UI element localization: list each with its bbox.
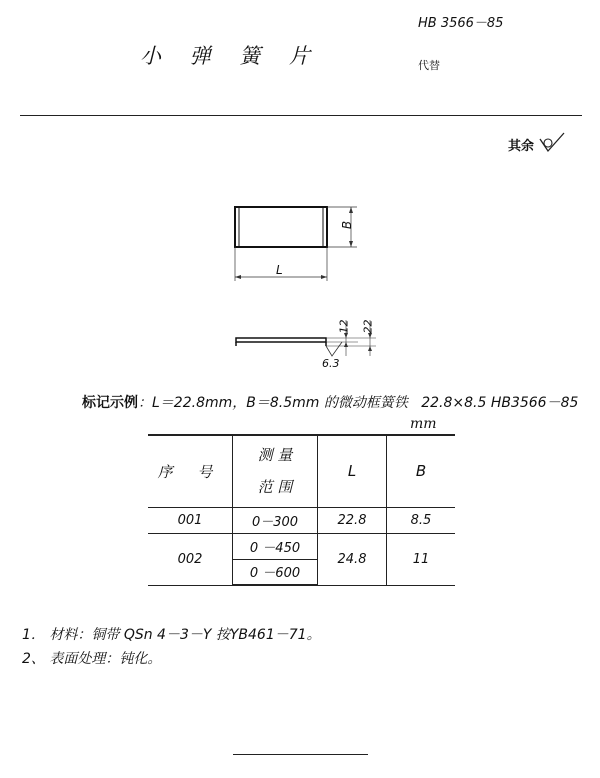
drawing-title: 小 弹 簧 片	[140, 44, 322, 68]
row1-serial: 001	[148, 507, 233, 533]
note-2-text: 表面处理：钝化。	[49, 651, 162, 667]
header-serial: 序 号	[148, 435, 233, 507]
note-1-index: 1．	[22, 627, 45, 643]
note-1	[22, 624, 321, 644]
note-1-text: 材料：铜带 QSn 4－3－Y 按YB461－71。	[49, 627, 321, 643]
row2-range-b: 0 －600	[233, 559, 318, 585]
footer-rule	[233, 754, 368, 755]
dim-label-b: B	[340, 220, 355, 230]
table-row	[148, 507, 455, 533]
table-row	[148, 533, 455, 559]
row2-l: 24.8	[318, 533, 387, 585]
replaces-label: 代替	[418, 59, 440, 72]
marking-label: 标记示例	[82, 395, 138, 411]
dim-label-thickness: 12	[337, 319, 351, 334]
standard-number: HB 3566－85	[418, 16, 504, 31]
marking-example	[82, 392, 578, 412]
row2-serial: 002	[148, 533, 233, 585]
header-range-line1: 测 量	[257, 446, 293, 465]
dim-label-height: 22	[361, 319, 375, 334]
row2-range-a: 0 －450	[233, 533, 318, 559]
roughness-label: 其余	[508, 139, 535, 154]
marking-text: ：L＝22.8mm，B＝8.5mm 的微动框簧铁	[138, 395, 408, 411]
row1-range: 0－300	[233, 507, 318, 533]
header-l: L	[318, 435, 387, 507]
row2-b: 11	[387, 533, 456, 585]
header-range	[233, 435, 318, 507]
header-range-line2: 范 围	[257, 478, 293, 497]
table-unit: mm	[410, 416, 437, 432]
table-header-row	[148, 435, 455, 507]
marking-code: 22.8×8.5 HB3566－85	[421, 395, 579, 411]
dim-label-l: L	[276, 263, 283, 277]
spec-table	[148, 434, 455, 586]
row1-l: 22.8	[318, 507, 387, 533]
note-2-index: 2、	[22, 651, 45, 667]
plan-view-drawing	[225, 195, 365, 285]
dim-label-roughness: 6.3	[322, 357, 340, 370]
note-2	[22, 648, 161, 668]
roughness-symbol-icon	[538, 131, 568, 155]
header-b: B	[387, 435, 456, 507]
row1-b: 8.5	[387, 507, 456, 533]
header-divider	[20, 115, 582, 116]
